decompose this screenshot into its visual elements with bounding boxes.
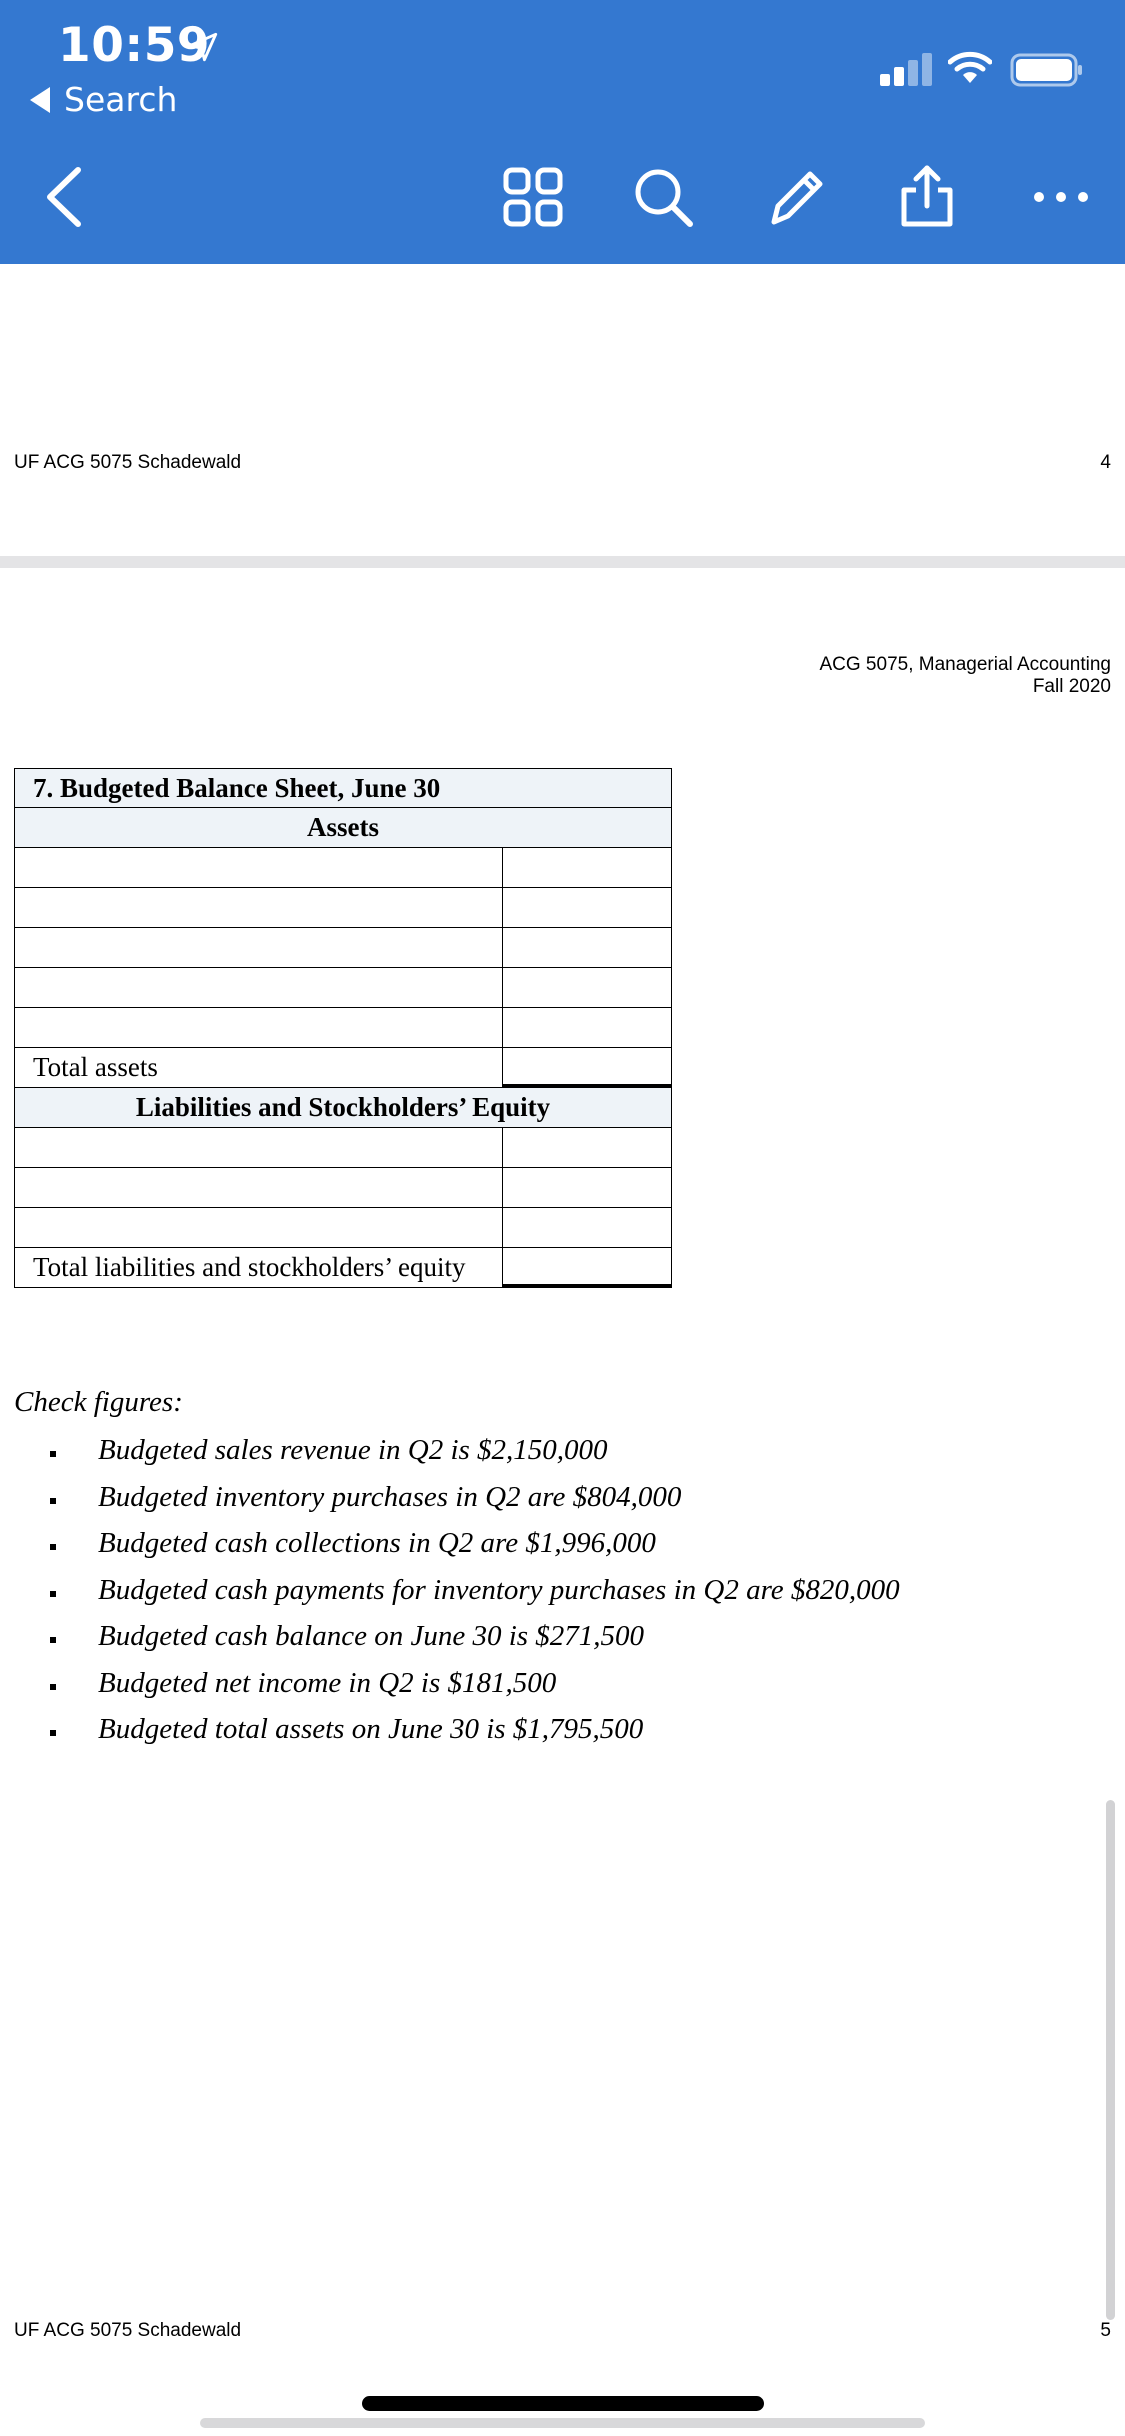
liability-amount-cell[interactable]: [503, 1208, 671, 1247]
liability-label-cell[interactable]: [15, 1208, 503, 1247]
asset-amount-cell[interactable]: [503, 888, 671, 927]
table-row: [14, 1208, 672, 1248]
bullet-icon: [50, 1591, 56, 1597]
total-liabilities-amount-cell[interactable]: [503, 1248, 671, 1287]
list-item: [50, 1667, 900, 1714]
table-row: [14, 1008, 672, 1048]
check-figure-text: Budgeted net income in Q2 is $181,500: [98, 1666, 557, 1699]
assets-header: Assets: [14, 808, 672, 848]
liability-label-cell[interactable]: [15, 1168, 503, 1207]
asset-amount-cell[interactable]: [503, 1008, 671, 1047]
check-figures-title: Check figures:: [14, 1386, 183, 1418]
bullet-icon: [50, 1684, 56, 1690]
check-figure-text: Budgeted cash payments for inventory purchases in Q2 are $820,000: [98, 1573, 900, 1606]
total-assets-label: Total assets: [15, 1048, 503, 1087]
asset-label-cell[interactable]: [15, 1008, 503, 1047]
list-item: [50, 1574, 900, 1621]
page5-number: 5: [1100, 2320, 1111, 2341]
list-item: [50, 1527, 900, 1574]
total-assets-amount-cell[interactable]: [503, 1048, 671, 1087]
thumbnails-grid-icon[interactable]: [496, 160, 570, 234]
page4-footer-left: UF ACG 5075 Schadewald: [14, 452, 242, 473]
bullet-icon: [50, 1637, 56, 1643]
back-to-search-label: Search: [64, 80, 178, 119]
search-icon[interactable]: [626, 160, 700, 234]
table-row: [14, 848, 672, 888]
home-indicator[interactable]: [362, 2396, 764, 2411]
asset-label-cell[interactable]: [15, 848, 503, 887]
check-figure-text: Budgeted sales revenue in Q2 is $2,150,000: [98, 1434, 608, 1466]
check-figures-list: [50, 1434, 900, 1760]
page-separator: [0, 556, 1125, 568]
table-row: [14, 1128, 672, 1168]
total-liabilities-label: Total liabilities and stockholders’ equity: [15, 1248, 503, 1287]
list-item: [50, 1434, 900, 1481]
course-info: [819, 654, 1111, 698]
check-figure-text: Budgeted cash collections in Q2 are $1,996,000: [98, 1527, 656, 1559]
liabilities-header: Liabilities and Stockholders’ Equity: [14, 1088, 672, 1128]
bullet-icon: [50, 1730, 56, 1736]
table-row: [14, 928, 672, 968]
back-chevron-icon[interactable]: [28, 160, 102, 234]
asset-amount-cell[interactable]: [503, 928, 671, 967]
bullet-icon: [50, 1498, 56, 1504]
horizontal-scrollbar[interactable]: [200, 2418, 925, 2428]
table-row: [14, 888, 672, 928]
asset-label-cell[interactable]: [15, 888, 503, 927]
page4-number: 4: [1100, 452, 1111, 473]
list-item: [50, 1713, 900, 1760]
status-time: 10:59: [58, 18, 211, 73]
asset-label-cell[interactable]: [15, 968, 503, 1007]
back-to-search-link[interactable]: [30, 80, 177, 119]
course-term: Fall 2020: [1032, 676, 1111, 697]
bullet-icon: [50, 1451, 56, 1457]
check-figure-text: Budgeted total assets on June 30 is $1,795,500: [98, 1713, 644, 1745]
edit-pencil-icon[interactable]: [760, 160, 834, 234]
app-top-bar: [0, 0, 1125, 264]
liability-label-cell[interactable]: [15, 1128, 503, 1167]
asset-amount-cell[interactable]: [503, 968, 671, 1007]
back-triangle-icon: [30, 87, 50, 113]
page5-footer-left: UF ACG 5075 Schadewald: [14, 2320, 242, 2341]
battery-icon: [1010, 52, 1084, 88]
cellular-signal-icon: [880, 52, 936, 88]
course-title: ACG 5075, Managerial Accounting: [819, 654, 1111, 675]
liability-amount-cell[interactable]: [503, 1168, 671, 1207]
more-icon[interactable]: [1024, 160, 1098, 234]
bullet-icon: [50, 1544, 56, 1550]
list-item: [50, 1481, 900, 1528]
table-row: [14, 968, 672, 1008]
asset-amount-cell[interactable]: [503, 848, 671, 887]
total-assets-row: [14, 1048, 672, 1088]
check-figure-text: Budgeted inventory purchases in Q2 are $804,000: [98, 1480, 682, 1513]
vertical-scrollbar[interactable]: [1106, 1800, 1115, 2320]
share-icon[interactable]: [890, 160, 964, 234]
wifi-icon: [948, 50, 992, 86]
balance-sheet-title: 7. Budgeted Balance Sheet, June 30: [14, 768, 672, 808]
balance-sheet-table: [14, 768, 672, 1288]
location-arrow-icon: [186, 30, 220, 64]
check-figure-text: Budgeted cash balance on June 30 is $271,500: [98, 1620, 645, 1652]
total-liabilities-row: [14, 1248, 672, 1288]
liability-amount-cell[interactable]: [503, 1128, 671, 1167]
list-item: [50, 1620, 900, 1667]
table-row: [14, 1168, 672, 1208]
asset-label-cell[interactable]: [15, 928, 503, 967]
